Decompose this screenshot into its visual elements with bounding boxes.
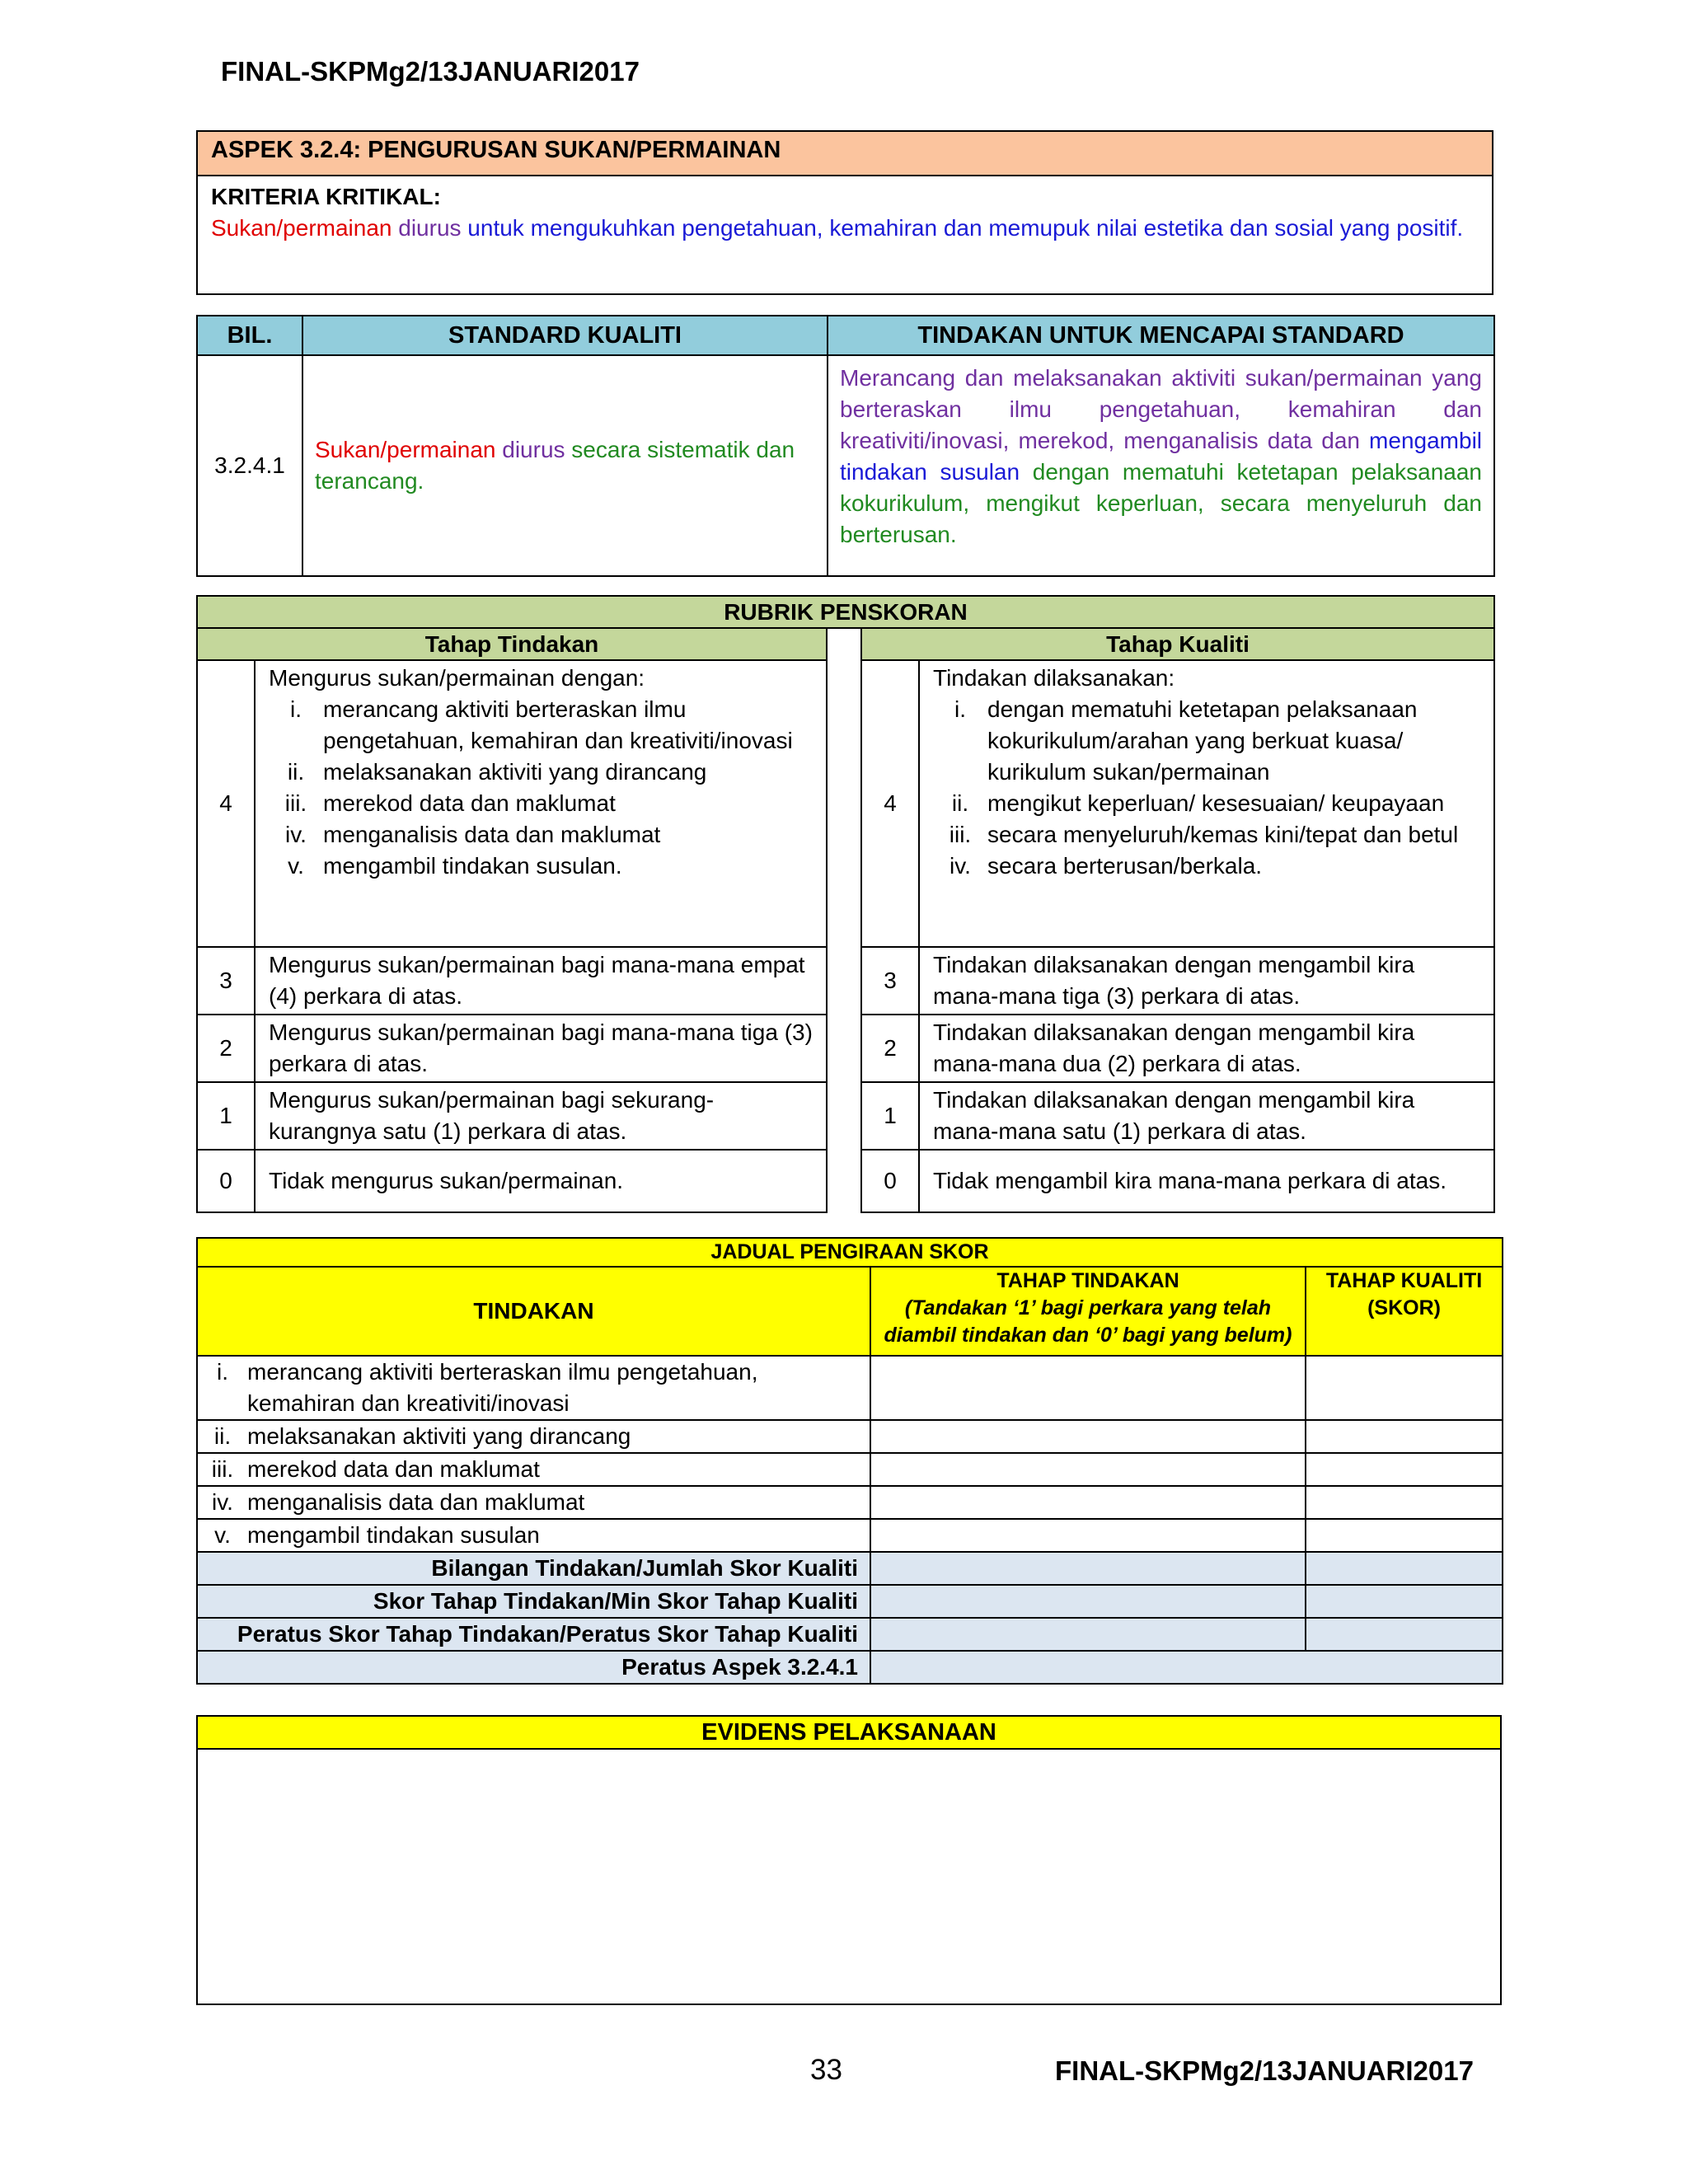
rubrik-title: RUBRIK PENSKORAN (197, 596, 1494, 628)
kriteria-kritikal (197, 176, 1493, 294)
tindakan-score-4: 4 (197, 660, 255, 947)
page-number: 33 (810, 2054, 842, 2086)
tindakan-score-1: 1 (197, 1082, 255, 1150)
evidens-title: EVIDENS PELAKSANAAN (197, 1716, 1501, 1749)
list-item: ii. mengikut keperluan/ kesesuaian/ keupayaan (951, 790, 1445, 816)
evidens-body[interactable] (197, 1749, 1501, 2004)
tindakan4-list (269, 694, 813, 882)
kualiti4-list (933, 694, 1480, 882)
tahap-tindakan-cell[interactable] (870, 1486, 1306, 1519)
list-item: i. merancang aktiviti berteraskan ilmu pengetahuan, kemahiran dan kreativiti/inovasi (290, 696, 793, 753)
tahap-kualiti-cell[interactable] (1306, 1356, 1503, 1420)
tindakan-score-2: 2 (197, 1015, 255, 1082)
kriteria-verb: diurus (392, 215, 462, 241)
tindakan-level-3: Mengurus sukan/permainan bagi mana-mana empat (4) perkara di atas. (255, 947, 827, 1015)
standard-kualiti-text (302, 355, 828, 576)
summary-tindakan-cell[interactable] (870, 1552, 1306, 1585)
list-item: iii. merekod data dan maklumat (284, 790, 616, 816)
tindakan-level-2: Mengurus sukan/permainan bagi mana-mana tiga (3) perkara di atas. (255, 1015, 827, 1082)
col-bil: BIL. (197, 316, 302, 355)
col-tindakan-standard: TINDAKAN UNTUK MENCAPAI STANDARD (828, 316, 1494, 355)
tindakan-level-4 (255, 660, 827, 947)
kualiti4-intro: Tindakan dilaksanakan: (933, 665, 1175, 691)
summary-bilangan-tindakan: Bilangan Tindakan/Jumlah Skor Kualiti (197, 1552, 870, 1585)
rubrik-table (196, 595, 1495, 1213)
tahap-tindakan-cell[interactable] (870, 1453, 1306, 1486)
table-row: iii. merekod data dan maklumat (197, 1453, 870, 1486)
tindakan-score-0: 0 (197, 1150, 255, 1212)
kualiti-level-2: Tindakan dilaksanakan dengan mengambil kira mana-mana dua (2) perkara di atas. (919, 1015, 1494, 1082)
tindakan-manner: dengan mematuhi ketetapan pelaksanaan kokurikulum, mengikut keperluan, secara menyeluruh dan berterusan. (840, 459, 1483, 547)
kriteria-subject: Sukan/permainan (211, 215, 392, 241)
kualiti-level-4 (919, 660, 1494, 947)
standard-table (196, 315, 1495, 577)
kualiti-score-2: 2 (861, 1015, 919, 1082)
summary-tindakan-cell[interactable] (870, 1618, 1306, 1651)
kriteria-purpose: untuk mengukuhkan pengetahuan, kemahiran dan memupuk nilai estetika dan sosial yang positif. (461, 215, 1464, 241)
summary-skor-tahap: Skor Tahap Tindakan/Min Skor Tahap Kualiti (197, 1585, 870, 1618)
kualiti-level-0: Tidak mengambil kira mana-mana perkara di atas. (919, 1150, 1494, 1212)
summary-tindakan-cell[interactable] (870, 1585, 1306, 1618)
list-item: iii. secara menyeluruh/kemas kini/tepat dan betul (949, 822, 1459, 847)
jadual-col-tindakan: TINDAKAN (197, 1267, 870, 1356)
tindakan-level-0: Tidak mengurus sukan/permainan. (255, 1150, 827, 1212)
tahap-tindakan-cell[interactable] (870, 1519, 1306, 1552)
col-standard-kualiti: STANDARD KUALITI (302, 316, 828, 355)
evidens-table (196, 1715, 1502, 2005)
kriteria-label: KRITERIA KRITIKAL: (211, 184, 441, 209)
list-item: iv. menganalisis data dan maklumat (285, 822, 661, 847)
kualiti-level-3: Tindakan dilaksanakan dengan mengambil kira mana-mana tiga (3) perkara di atas. (919, 947, 1494, 1015)
tindakan4-intro: Mengurus sukan/permainan dengan: (269, 665, 645, 691)
tahap-tindakan-label: TAHAP TINDAKAN (996, 1269, 1179, 1292)
summary-kualiti-cell[interactable] (1306, 1618, 1503, 1651)
kualiti-score-4: 4 (861, 660, 919, 947)
kualiti-score-1: 1 (861, 1082, 919, 1150)
kualiti-verb: diurus (495, 437, 565, 462)
tindakan-level-1: Mengurus sukan/permainan bagi sekurang-kurangnya satu (1) perkara di atas. (255, 1082, 827, 1150)
rubrik-tahap-tindakan-header: Tahap Tindakan (197, 628, 827, 660)
tahap-kualiti-cell[interactable] (1306, 1519, 1503, 1552)
kualiti-level-1: Tindakan dilaksanakan dengan mengambil kira mana-mana satu (1) perkara di atas. (919, 1082, 1494, 1150)
tahap-tindakan-cell[interactable] (870, 1356, 1306, 1420)
standard-bil: 3.2.4.1 (197, 355, 302, 576)
kualiti-manner: secara sistematik dan terancang. (315, 437, 795, 494)
jadual-table (196, 1237, 1503, 1685)
summary-kualiti-cell[interactable] (1306, 1552, 1503, 1585)
aspek-title: ASPEK 3.2.4: PENGURUSAN SUKAN/PERMAINAN (197, 131, 1493, 176)
rubrik-separator (827, 628, 861, 1212)
tahap-kualiti-cell[interactable] (1306, 1453, 1503, 1486)
table-row: ii. melaksanakan aktiviti yang dirancang (197, 1420, 870, 1453)
aspek-table (196, 130, 1493, 295)
tahap-kualiti-cell[interactable] (1306, 1420, 1503, 1453)
list-item: ii. melaksanakan aktiviti yang dirancang (287, 759, 707, 785)
jadual-col-tahap-tindakan (870, 1267, 1306, 1356)
list-item: i. dengan mematuhi ketetapan pelaksanaan kokurikulum/arahan yang berkuat kuasa/ kurikulum sukan/permainan (954, 696, 1418, 785)
tahap-kualiti-cell[interactable] (1306, 1486, 1503, 1519)
rubrik-tahap-kualiti-header: Tahap Kualiti (861, 628, 1494, 660)
summary-peratus-aspek: Peratus Aspek 3.2.4.1 (197, 1651, 870, 1684)
page-header-title: FINAL-SKPMg2/13JANUARI2017 (221, 56, 640, 87)
table-row: iv. menganalisis data dan maklumat (197, 1486, 870, 1519)
tindakan-actions: Merancang dan melaksanakan aktiviti sukan/permainan yang berteraskan ilmu pengetahuan, kemahiran dan kreativiti/inovasi, merekod, menganalisis data dan (840, 365, 1482, 453)
footer-title: FINAL-SKPMg2/13JANUARI2017 (1055, 2055, 1474, 2086)
kualiti-score-0: 0 (861, 1150, 919, 1212)
list-item: iv. secara berterusan/berkala. (950, 853, 1263, 879)
jadual-col-tahap-kualiti: TAHAP KUALITI (SKOR) (1306, 1267, 1503, 1356)
table-row: v. mengambil tindakan susulan (197, 1519, 870, 1552)
tahap-tindakan-note: (Tandakan ‘1’ bagi perkara yang telah diambil tindakan dan ‘0’ bagi yang belum) (884, 1296, 1292, 1347)
list-item: v. mengambil tindakan susulan. (288, 853, 622, 879)
table-row: i. merancang aktiviti berteraskan ilmu pengetahuan, kemahiran dan kreativiti/inovasi (197, 1356, 870, 1420)
kualiti-subject: Sukan/permainan (315, 437, 496, 462)
tindakan-score-3: 3 (197, 947, 255, 1015)
summary-kualiti-cell[interactable] (1306, 1585, 1503, 1618)
summary-peratus-aspek-cell[interactable] (870, 1651, 1503, 1684)
jadual-title: JADUAL PENGIRAAN SKOR (197, 1238, 1503, 1267)
summary-peratus-skor: Peratus Skor Tahap Tindakan/Peratus Skor Tahap Kualiti (197, 1618, 870, 1651)
tindakan-susulan: mengambil tindakan susulan (840, 428, 1483, 485)
tahap-tindakan-cell[interactable] (870, 1420, 1306, 1453)
tindakan-standard-text (828, 355, 1494, 576)
kualiti-score-3: 3 (861, 947, 919, 1015)
kriteria-text (211, 213, 1479, 244)
